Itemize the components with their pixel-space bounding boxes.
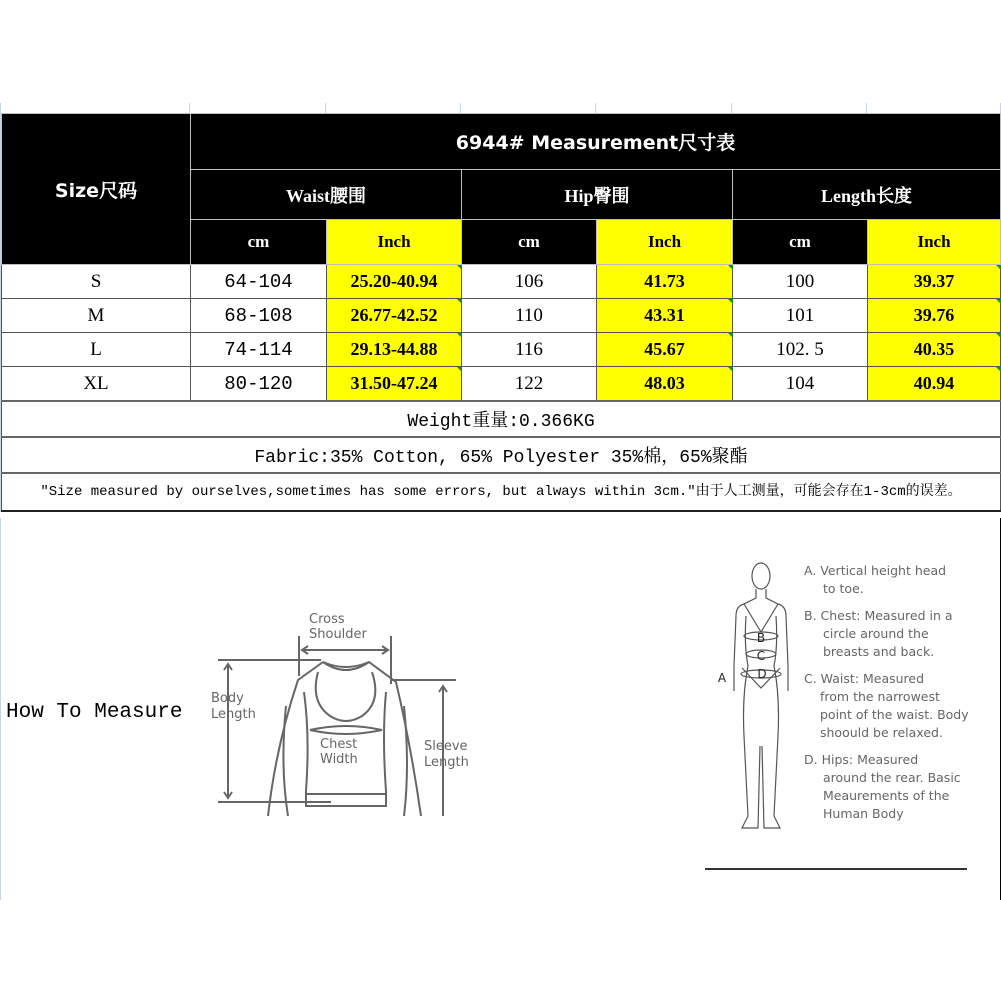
svg-text:Body: Body	[211, 691, 244, 706]
hip-inch-header: Inch	[597, 220, 733, 265]
svg-text:Cross: Cross	[309, 612, 345, 627]
table-row	[2, 299, 1001, 333]
legend-a-rest: to toe.	[823, 581, 864, 596]
length-cm-cell: 100	[733, 265, 868, 299]
size-cell: M	[2, 299, 191, 333]
length-cm-cell: 104	[733, 367, 868, 402]
marker-c: C	[756, 649, 766, 663]
size-table	[1, 113, 1001, 512]
table-row	[2, 333, 1001, 367]
hip-cm-cell: 116	[462, 333, 597, 367]
legend-c-rest: from the narrowest point of the waist. Body shoould be relaxed.	[820, 689, 969, 740]
hip-inch-cell: 41.73	[597, 265, 733, 299]
table-row	[2, 265, 1001, 299]
hip-group-header: Hip臀围	[462, 170, 733, 220]
waist-inch-cell: 29.13-44.88	[327, 333, 462, 367]
hip-cm-header: cm	[462, 220, 597, 265]
sweater-diagram-icon	[206, 606, 486, 816]
size-cell: XL	[2, 367, 191, 402]
legend-b-head: B. Chest: Measured in a	[804, 608, 953, 623]
svg-text:Shoulder: Shoulder	[309, 627, 367, 642]
waist-cm-cell: 64-104	[191, 265, 327, 299]
waist-inch-cell: 26.77-42.52	[327, 299, 462, 333]
length-inch-cell: 40.94	[868, 367, 1001, 402]
size-chart	[0, 113, 1001, 512]
hip-cm-cell: 110	[462, 299, 597, 333]
how-to-measure-label: How To Measure	[6, 701, 183, 724]
waist-cm-header: cm	[191, 220, 327, 265]
marker-a: A	[717, 671, 727, 685]
length-inch-cell: 40.35	[868, 333, 1001, 367]
fabric-note: Fabric:35% Cotton, 65% Polyester 35%棉，65%聚酯	[2, 437, 1001, 473]
legend-d-rest: around the rear. Basic Meaurements of the Human Body	[823, 770, 961, 821]
how-to-measure-section	[0, 518, 1001, 900]
hip-inch-cell: 45.67	[597, 333, 733, 367]
size-cell: L	[2, 333, 191, 367]
hip-inch-cell: 48.03	[597, 367, 733, 402]
marker-b: B	[756, 631, 766, 645]
length-inch-cell: 39.76	[868, 299, 1001, 333]
hip-cm-cell: 106	[462, 265, 597, 299]
length-cm-cell: 101	[733, 299, 868, 333]
legend-c-head: C. Waist: Measured	[804, 671, 925, 686]
waist-cm-cell: 74-114	[191, 333, 327, 367]
table-row	[2, 367, 1001, 402]
svg-text:Sleeve: Sleeve	[424, 739, 468, 754]
hip-inch-cell: 43.31	[597, 299, 733, 333]
svg-text:Width: Width	[320, 752, 358, 767]
table-title: 6944# Measurement尺寸表	[191, 114, 1001, 170]
length-inch-header: Inch	[868, 220, 1001, 265]
size-cell: S	[2, 265, 191, 299]
svg-text:Chest: Chest	[320, 737, 358, 752]
waist-cm-cell: 80-120	[191, 367, 327, 402]
size-column-header: Size尺码	[2, 114, 191, 265]
legend-a-head: A. Vertical height head	[804, 563, 947, 578]
waist-inch-cell: 31.50-47.24	[327, 367, 462, 402]
hip-cm-cell: 122	[462, 367, 597, 402]
length-cm-header: cm	[733, 220, 868, 265]
waist-cm-cell: 68-108	[191, 299, 327, 333]
waist-inch-cell: 25.20-40.94	[327, 265, 462, 299]
waist-group-header: Waist腰围	[191, 170, 462, 220]
svg-text:Length: Length	[211, 707, 256, 722]
spreadsheet-column-ticks	[0, 103, 1001, 113]
length-inch-cell: 39.37	[868, 265, 1001, 299]
legend-d-head: D. Hips: Measured	[804, 752, 919, 767]
legend-b-rest: circle around the breasts and back.	[823, 626, 935, 659]
svg-text:Length: Length	[424, 755, 469, 770]
legend-underline	[705, 868, 967, 870]
length-cm-cell: 102. 5	[733, 333, 868, 367]
body-figure-icon	[706, 556, 806, 876]
marker-d: D	[757, 667, 767, 681]
weight-note: Weight重量:0.366KG	[2, 401, 1001, 437]
length-group-header: Length长度	[733, 170, 1001, 220]
waist-inch-header: Inch	[327, 220, 462, 265]
disclaimer-note: "Size measured by ourselves,sometimes has some errors, but always within 3cm."由于人工测量，可能会存在1-3cm的误差。	[2, 473, 1001, 511]
measurement-legend	[804, 562, 974, 832]
